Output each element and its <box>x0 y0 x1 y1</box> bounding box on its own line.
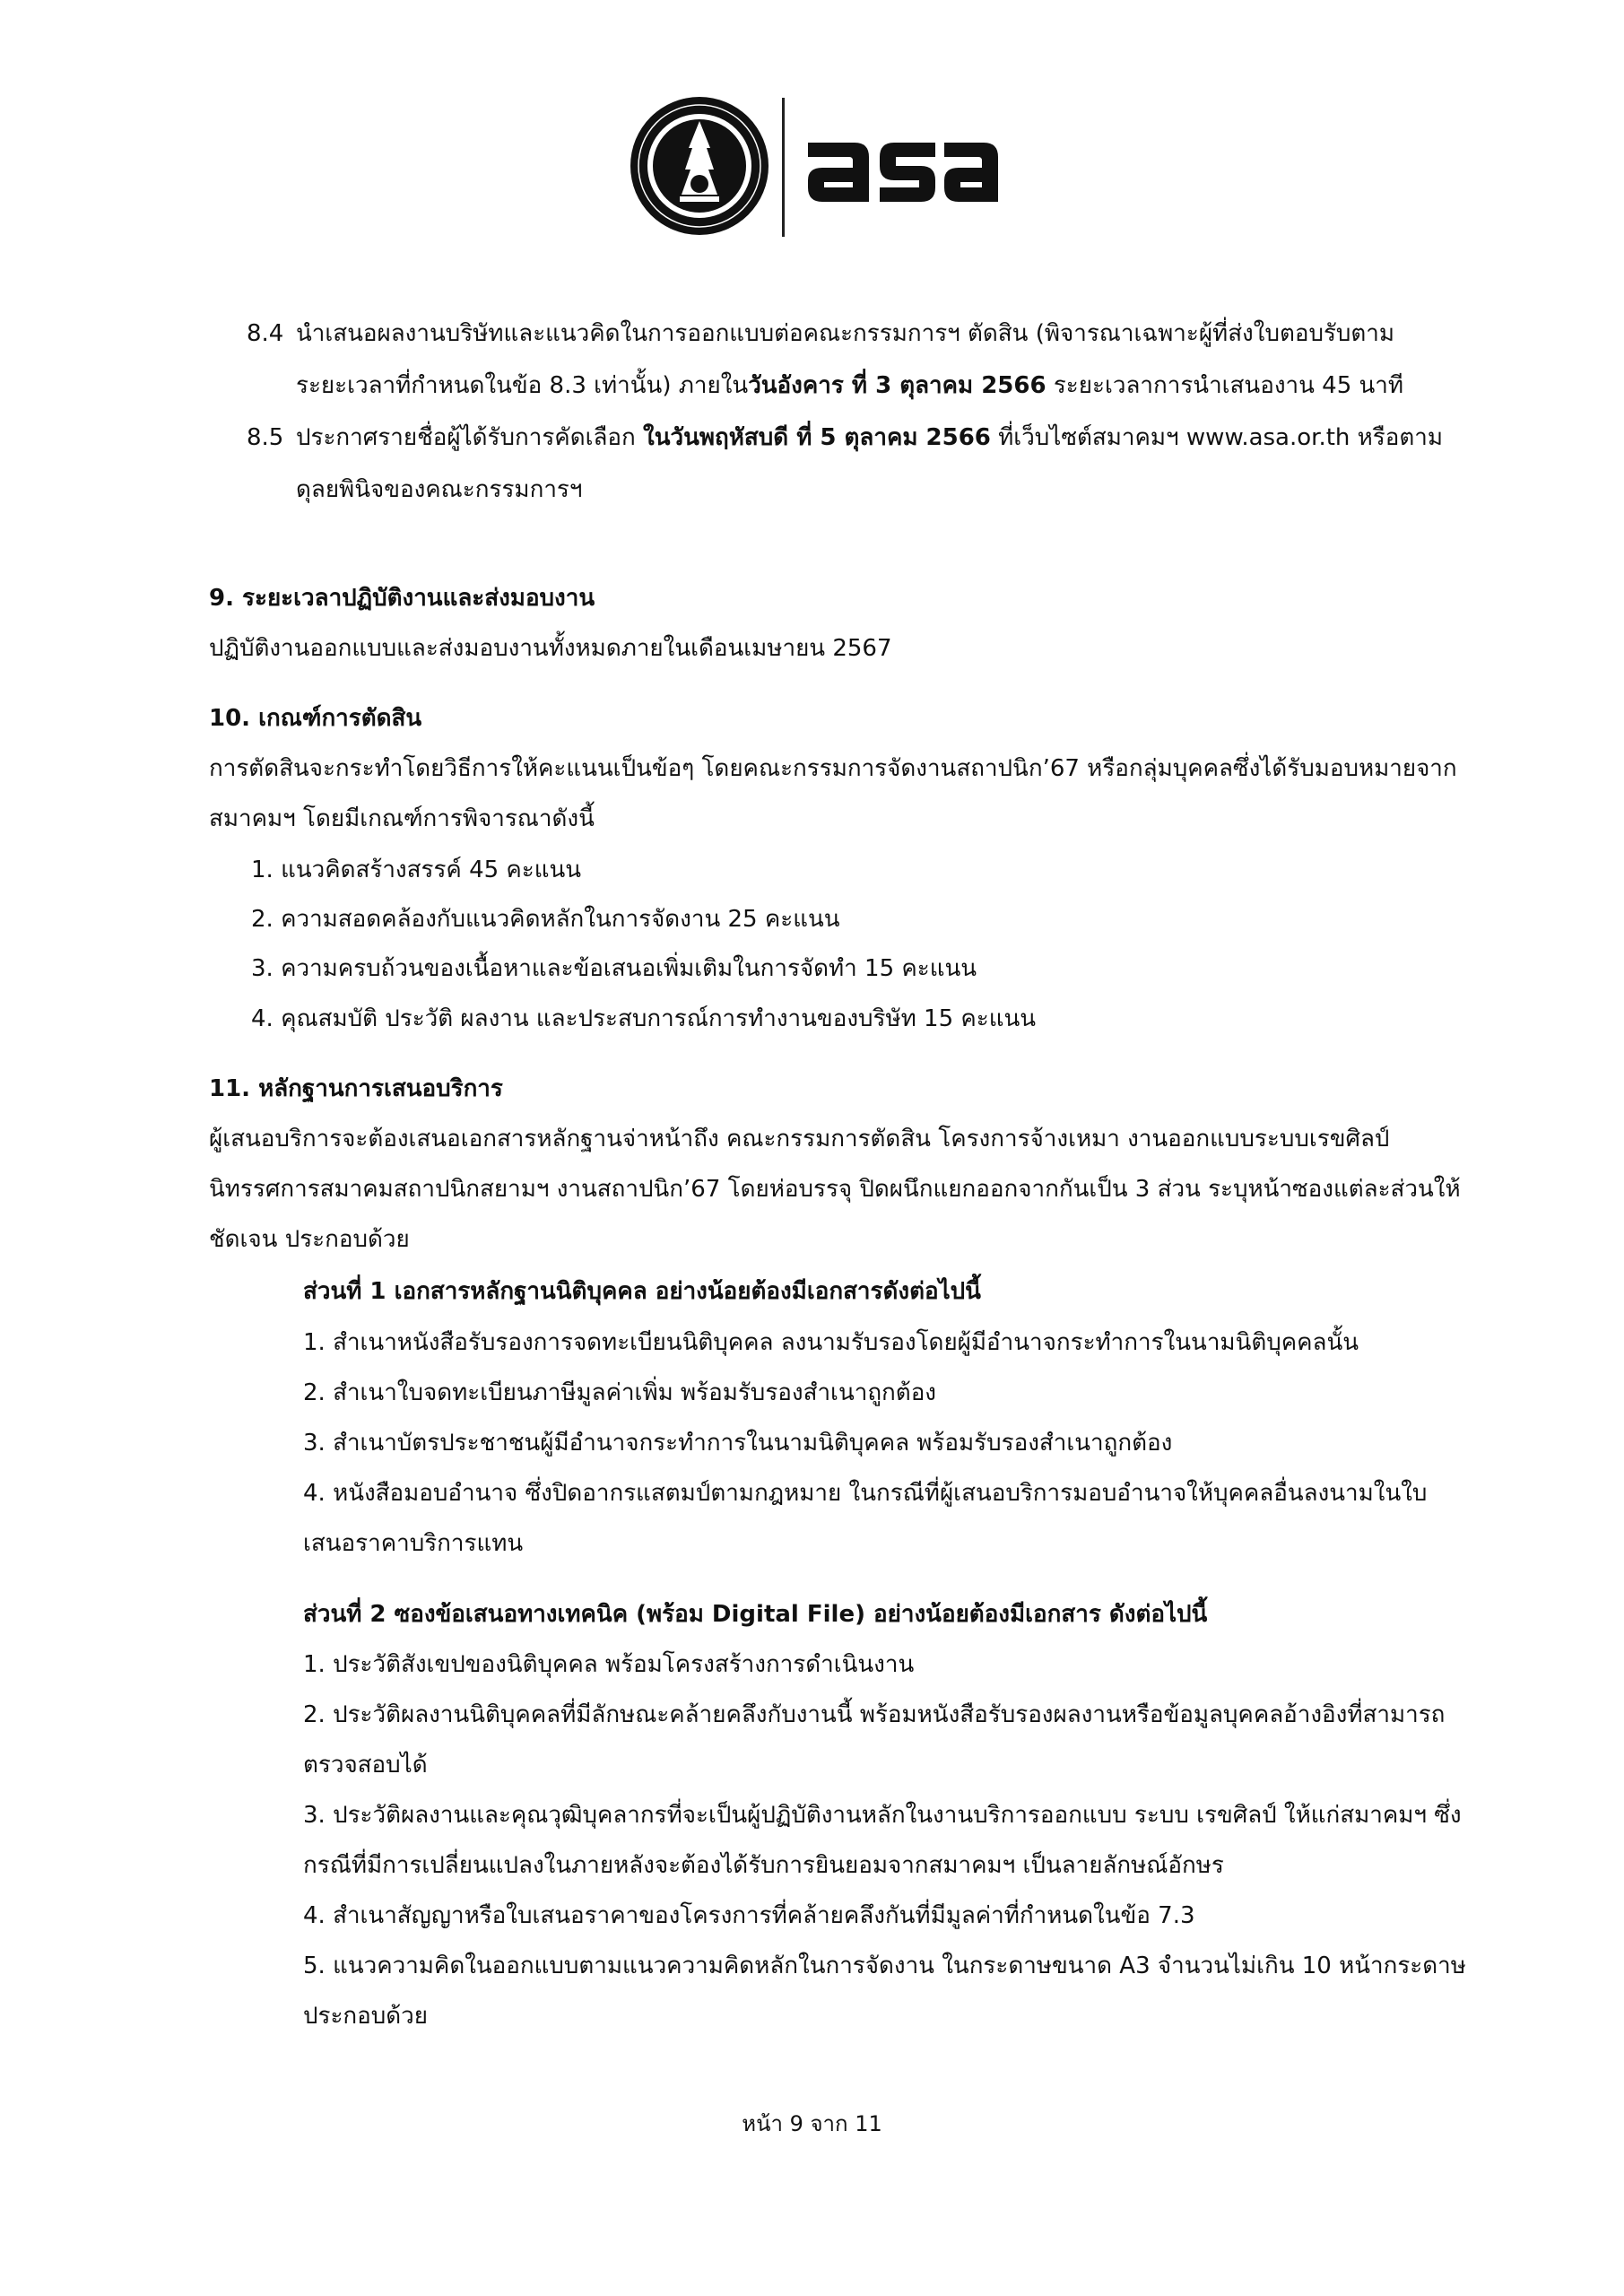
item-8-4-date: วันอังคาร ที่ 3 ตุลาคม 2566 <box>748 372 1046 399</box>
part-2-line-8: ประกอบด้วย <box>303 2003 429 2030</box>
asa-seal-logo <box>628 94 771 238</box>
item-8-4-number: 8.4 <box>247 320 284 347</box>
item-8-4-line-2a: ระยะเวลาที่กำหนดในข้อ 8.3 เท่านั้น) ภายใน <box>296 372 749 399</box>
criteria-item-2: 2. ความสอดคล้องกับแนวคิดหลักในการจัดงาน 25 คะแนน <box>251 906 840 933</box>
item-8-5-line-2: ดุลยพินิจของคณะกรรมการฯ <box>296 476 583 503</box>
section-11-heading: 11. หลักฐานการเสนอบริการ <box>209 1075 503 1102</box>
item-8-5-number: 8.5 <box>247 424 284 451</box>
logo-divider <box>782 98 785 237</box>
item-8-5-line-1a: ประกาศรายชื่อผู้ได้รับการคัดเลือก <box>296 424 644 451</box>
section-10-body-line-2: สมาคมฯ โดยมีเกณฑ์การพิจารณาดังนี้ <box>209 805 595 832</box>
part-2-line-4: 3. ประวัติผลงานและคุณวุฒิบุคลากรที่จะเป็นผู้ปฏิบัติงานหลักในงานบริการออกแบบ ระบบ เรขศิลป์ ให้แก่สมาคมฯ ซึ่ง <box>303 1802 1462 1829</box>
section-10-body-line-1: การตัดสินจะกระทำโดยวิธีการให้คะแนนเป็นข้อๆ โดยคณะกรรมการจัดงานสถาปนิก’67 หรือกลุ่มบุคคลซึ่งได้รับมอบหมายจาก <box>209 755 1457 782</box>
section-11-body-line-1: ผู้เสนอบริการจะต้องเสนอเอกสารหลักฐานจ่าหน้าถึง คณะกรรมการตัดสิน โครงการจ้างเหมา งานออกแบบระบบเรขศิลป์ <box>209 1126 1390 1152</box>
item-8-5-line-1 <box>296 420 1443 456</box>
part-2-line-5: กรณีที่มีการเปลี่ยนแปลงในภายหลังจะต้องได้รับการยินยอมจากสมาคมฯ เป็นลายลักษณ์อักษร <box>303 1852 1224 1879</box>
part-2-line-1: 1. ประวัติสังเขปของนิติบุคคล พร้อมโครงสร้างการดำเนินงาน <box>303 1651 915 1678</box>
criteria-item-4: 4. คุณสมบัติ ประวัติ ผลงาน และประสบการณ์การทำงานของบริษัท 15 คะแนน <box>251 1005 1037 1032</box>
part-1-line-3: 3. สำเนาบัตรประชาชนผู้มีอำนาจกระทำการในนามนิติบุคคล พร้อมรับรองสำเนาถูกต้อง <box>303 1430 1173 1457</box>
section-11-body-line-2: นิทรรศการสมาคมสถาปนิกสยามฯ งานสถาปนิก’67 โดยห่อบรรจุ ปิดผนึกแยกออกจากกันเป็น 3 ส่วน ระบุหน้าซองแต่ละส่วนให้ <box>209 1176 1461 1203</box>
section-10-heading: 10. เกณฑ์การตัดสิน <box>209 705 422 732</box>
criteria-item-3: 3. ความครบถ้วนของเนื้อหาและข้อเสนอเพิ่มเติมในการจัดทำ 15 คะแนน <box>251 955 977 982</box>
part-1-line-1: 1. สำเนาหนังสือรับรองการจดทะเบียนนิติบุคคล ลงนามรับรองโดยผู้มีอำนาจกระทำการในนามนิติบุคคลนั้น <box>303 1329 1359 1356</box>
part-1-heading: ส่วนที่ 1 เอกสารหลักฐานนิติบุคคล อย่างน้อยต้องมีเอกสารดังต่อไปนี้ <box>303 1278 981 1305</box>
item-8-4-line-2c: ระยะเวลาการนำเสนองาน 45 นาที <box>1046 372 1404 399</box>
section-11-body-line-3: ชัดเจน ประกอบด้วย <box>209 1226 410 1253</box>
part-2-line-7: 5. แนวความคิดในออกแบบตามแนวความคิดหลักในการจัดงาน ในกระดาษขนาด A3 จำนวนไม่เกิน 10 หน้ากระดาษ <box>303 1952 1466 1979</box>
part-2-heading: ส่วนที่ 2 ซองข้อเสนอทางเทคนิค (พร้อม Digital File) อย่างน้อยต้องมีเอกสาร ดังต่อไปนี้ <box>303 1601 1208 1628</box>
item-8-4-line-1: นำเสนอผลงานบริษัทและแนวคิดในการออกแบบต่อคณะกรรมการฯ ตัดสิน (พิจารณาเฉพาะผู้ที่ส่งใบตอบรับตาม <box>296 320 1395 347</box>
criteria-item-1: 1. แนวคิดสร้างสรรค์ 45 คะแนน <box>251 857 582 883</box>
item-8-5-line-1c: ที่เว็บไซต์สมาคมฯ www.asa.or.th หรือตาม <box>990 424 1444 451</box>
asa-wordmark-logo <box>801 112 1003 211</box>
item-8-4-line-2 <box>296 368 1403 404</box>
part-2-line-3: ตรวจสอบได้ <box>303 1752 428 1779</box>
part-1-line-4: 4. หนังสือมอบอำนาจ ซึ่งปิดอากรแสตมป์ตามกฎหมาย ในกรณีที่ผู้เสนอบริการมอบอำนาจให้บุคคลอื่นลงนามในใบ <box>303 1480 1428 1507</box>
header-logos <box>628 94 1013 242</box>
part-2-line-2: 2. ประวัติผลงานนิติบุคคลที่มีลักษณะคล้ายคลึงกับงานนี้ พร้อมหนังสือรับรองผลงานหรือข้อมูลบุคคลอ้างอิงที่สามารถ <box>303 1701 1446 1728</box>
section-9-body: ปฏิบัติงานออกแบบและส่งมอบงานทั้งหมดภายในเดือนเมษายน 2567 <box>209 635 892 662</box>
part-2-line-6: 4. สำเนาสัญญาหรือใบเสนอราคาของโครงการที่คล้ายคลึงกันที่มีมูลค่าที่กำหนดในข้อ 7.3 <box>303 1902 1195 1929</box>
section-9-heading: 9. ระยะเวลาปฏิบัติงานและส่งมอบงาน <box>209 585 595 612</box>
page-number: หน้า 9 จาก 11 <box>742 2111 882 2136</box>
part-1-line-5: เสนอราคาบริการแทน <box>303 1530 524 1557</box>
item-8-5-date: ในวันพฤหัสบดี ที่ 5 ตุลาคม 2566 <box>643 424 991 451</box>
part-1-line-2: 2. สำเนาใบจดทะเบียนภาษีมูลค่าเพิ่ม พร้อมรับรองสำเนาถูกต้อง <box>303 1379 936 1406</box>
